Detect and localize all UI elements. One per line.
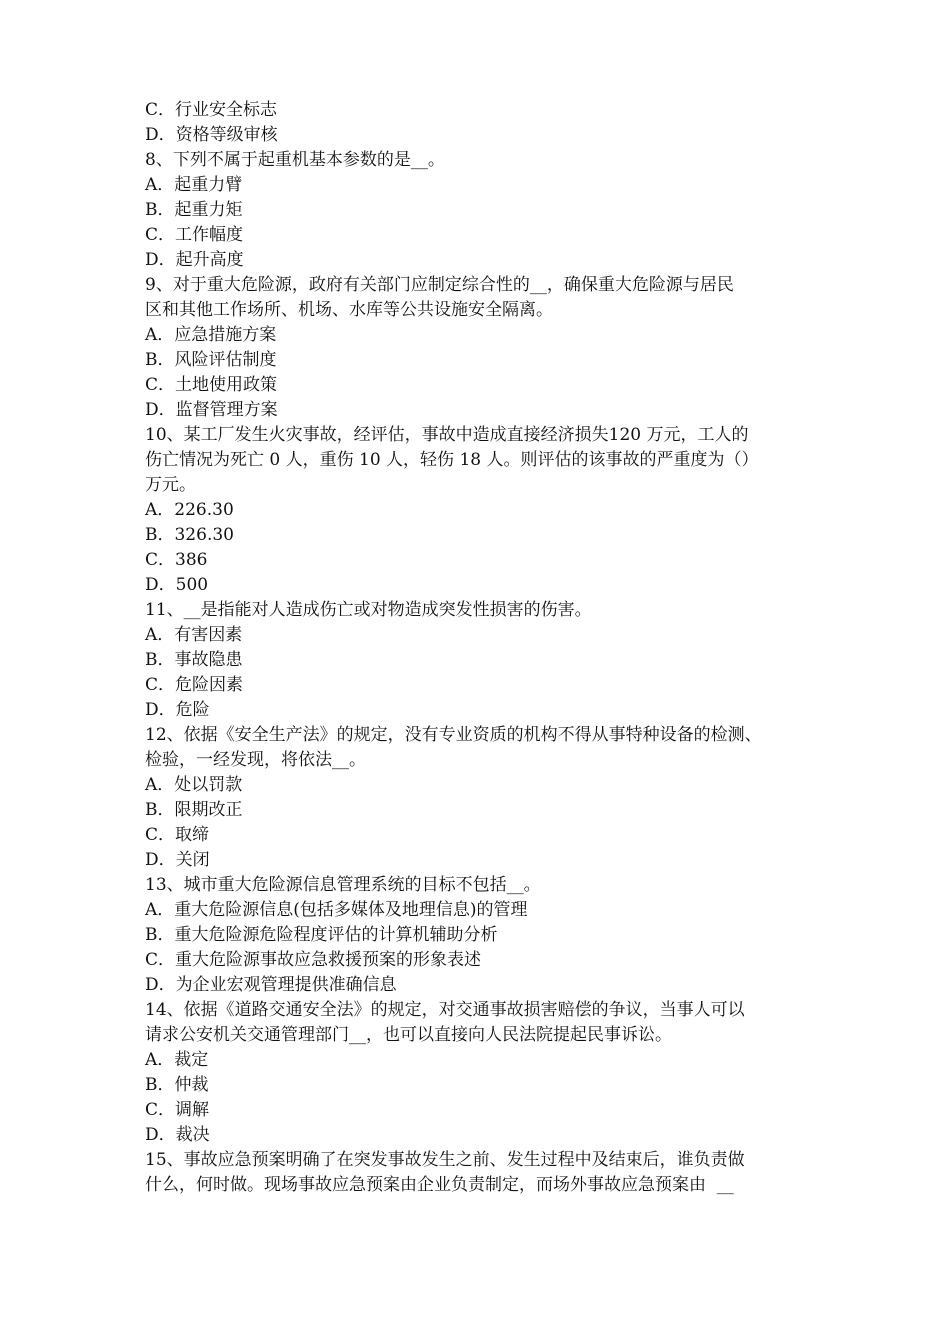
text-line: D．500 — [145, 575, 209, 595]
text-line: 12、依据《安全生产法》的规定，没有专业资质的机构不得从事特种设备的检测、 — [145, 725, 762, 745]
text-line: C．行业安全标志 — [145, 100, 278, 120]
text-line: 11、__是指能对人造成伤亡或对物造成突发性损害的伤害。 — [145, 600, 592, 620]
text-line: B．起重力矩 — [145, 200, 243, 220]
text-line: B．仲裁 — [145, 1075, 209, 1095]
text-line: B．事故隐患 — [145, 650, 243, 670]
text-line: B．风险评估制度 — [145, 350, 277, 370]
text-line: A．应急措施方案 — [145, 325, 277, 345]
text-line: A．226.30 — [145, 500, 234, 520]
text-line: B．重大危险源危险程度评估的计算机辅助分析 — [145, 925, 498, 945]
text-line: B．326.30 — [145, 525, 234, 545]
text-line: A．起重力臂 — [145, 175, 243, 195]
text-line: D．关闭 — [145, 850, 210, 870]
text-line: B．限期改正 — [145, 800, 243, 820]
text-line: 9、对于重大危险源，政府有关部门应制定综合性的__，确保重大危险源与居民 — [145, 275, 734, 295]
text-line: 14、依据《道路交通安全法》的规定，对交通事故损害赔偿的争议，当事人可以 — [145, 1000, 745, 1020]
text-line: C．调解 — [145, 1100, 210, 1120]
text-line: D．危险 — [145, 700, 210, 720]
text-line: A．有害因素 — [145, 625, 243, 645]
text-line: 10、某工厂发生火灾事故，经评估，事故中造成直接经济损失120 万元，工人的 — [145, 425, 749, 445]
text-line: C．工作幅度 — [145, 225, 244, 245]
text-line: D．起升高度 — [145, 250, 244, 270]
text-line: D．资格等级审核 — [145, 125, 278, 145]
text-line: C．危险因素 — [145, 675, 244, 695]
text-line: 什么，何时做。现场事故应急预案由企业负责制定，而场外事故应急预案由 __ — [145, 1175, 734, 1195]
text-line: C．土地使用政策 — [145, 375, 278, 395]
text-line: 伤亡情况为死亡 0 人，重伤 10 人，轻伤 18 人。则评估的该事故的严重度为（） — [145, 450, 759, 470]
text-line: C．386 — [145, 550, 208, 570]
document-page — [145, 98, 825, 1198]
text-line: D．监督管理方案 — [145, 400, 278, 420]
text-line: A．处以罚款 — [145, 775, 243, 795]
text-line: 区和其他工作场所、机场、水库等公共设施安全隔离。 — [145, 300, 553, 320]
text-line: A．裁定 — [145, 1050, 209, 1070]
text-line: 13、城市重大危险源信息管理系统的目标不包括__。 — [145, 875, 541, 895]
text-line: 请求公安机关交通管理部门__，也可以直接向人民法院提起民事诉讼。 — [145, 1025, 672, 1045]
text-line: D．裁决 — [145, 1125, 210, 1145]
text-line: 万元。 — [145, 475, 196, 495]
text-line: A．重大危险源信息(包括多媒体及地理信息)的管理 — [145, 900, 528, 920]
text-line: C．取缔 — [145, 825, 210, 845]
text-line: 检验，一经发现，将依法__。 — [145, 750, 366, 770]
text-line: 15、事故应急预案明确了在突发事故发生之前、发生过程中及结束后，谁负责做 — [145, 1150, 745, 1170]
text-line: 8、下列不属于起重机基本参数的是__。 — [145, 150, 445, 170]
text-line: C．重大危险源事故应急救援预案的形象表述 — [145, 950, 482, 970]
text-line: D．为企业宏观管理提供准确信息 — [145, 975, 397, 995]
